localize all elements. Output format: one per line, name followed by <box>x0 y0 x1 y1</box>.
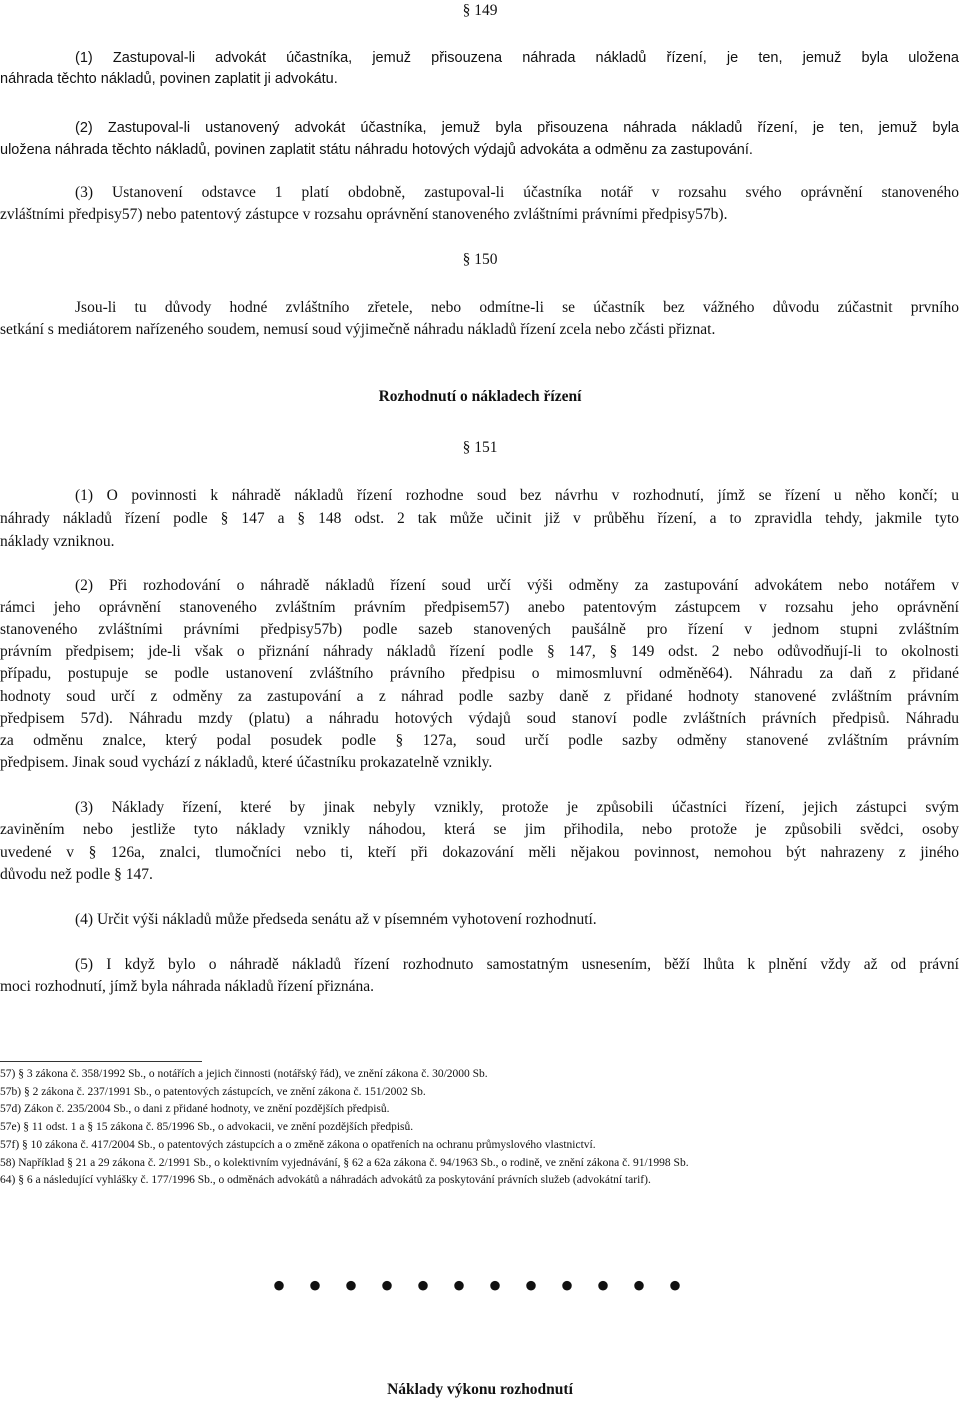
paragraph-151-2-line-7: předpisem 57d). Náhradu mzdy (platu) a náhradu hotových výdajů soud stanoví podle zvláštních právních předpisů. Náhradu <box>0 710 959 727</box>
paragraph-151-1-line-1: (1) O povinnosti k náhradě nákladů řízení rozhodne soud bez návrhu v rozhodnutí, jímž se řízení u něho končí; u <box>75 487 959 504</box>
footnote-57f: 57f) § 10 zákona č. 417/2004 Sb., o patentových zástupcích a o změně zákona o opatřeních na ochranu průmyslového vlastnictví. <box>0 1139 596 1151</box>
separator-dots: • • • • • • • • • • • • <box>271 1263 689 1308</box>
section-150-heading: § 150 <box>462 251 498 268</box>
heading-enforcement-costs: Náklady výkonu rozhodnutí <box>387 1381 573 1398</box>
paragraph-149-2-line-2: uložena náhrada těchto nákladů, povinen zaplatit státu náhradu hotových výdajů advokáta a odměnu za zastupování. <box>0 142 753 158</box>
paragraph-151-2-line-1: (2) Při rozhodování o náhradě nákladů řízení soud určí výši odměny za zastupování advokátem nebo notářem v <box>75 577 959 594</box>
paragraph-151-3-line-3: uvedené v § 126a, znalci, tlumočníci nebo ti, kteří při dokazování měli nějakou povinnost, nemohou být nahrazeny z jiného <box>0 844 959 861</box>
paragraph-149-3-line-2: zvláštními předpisy57) nebo patentový zástupce v rozsahu oprávnění stanoveného zvláštními právními předpisy57b). <box>0 206 728 223</box>
paragraph-149-2-line-1: (2) Zastupoval-li ustanovený advokát účastníka, jemuž byla přisouzena náhrada nákladů řízení, je ten, jemuž byla <box>75 120 959 136</box>
footnote-57d: 57d) Zákon č. 235/2004 Sb., o dani z přidané hodnoty, ve znění pozdějších předpisů. <box>0 1103 390 1115</box>
section-151-heading: § 151 <box>462 439 498 456</box>
footnote-57b: 57b) § 2 zákona č. 237/1991 Sb., o patentových zástupcích, ve znění zákona č. 151/2002 Sb. <box>0 1086 426 1098</box>
footnote-64: 64) § 6 a následující vyhlášky č. 177/1996 Sb., o odměnách advokátů a náhradách advokátů za poskytování právních služeb (advokátní tarif). <box>0 1174 651 1186</box>
paragraph-151-2-line-4: právním předpisem; jde-li však o přiznání náhrady nákladů řízení podle § 147, § 149 odst. 2 nebo odůvodňují-li to okolnosti <box>0 643 959 660</box>
footnote-57e: 57e) § 11 odst. 1 a § 15 zákona č. 85/1996 Sb., o advokacii, ve znění pozdějších předpisů. <box>0 1121 414 1133</box>
footnote-57: 57) § 3 zákona č. 358/1992 Sb., o notářích a jejich činnosti (notářský řád), ve znění zákona č. 30/2000 Sb. <box>0 1068 488 1080</box>
paragraph-150-line-2: setkání s mediátorem nařízeného soudem, nemusí soud výjimečně náhradu nákladů řízení zcela nebo zčásti přiznat. <box>0 321 716 338</box>
paragraph-149-1-line-1: (1) Zastupoval-li advokát účastníka, jemuž přisouzena náhrada nákladů řízení, je ten, jemuž byla uložena <box>75 50 959 66</box>
paragraph-151-3-line-2: zaviněním nebo jestliže tyto náklady vznikly náhodou, která se jim přihodila, nebo protože je způsobili svědci, osoby <box>0 821 959 838</box>
paragraph-149-3-line-1: (3) Ustanovení odstavce 1 platí obdobně, zastupoval-li účastníka notář v rozsahu svého oprávnění stanoveného <box>75 184 959 201</box>
paragraph-151-1-line-3: náklady vzniknou. <box>0 533 115 550</box>
paragraph-151-1-line-2: náhrady nákladů řízení podle § 147 a § 148 odst. 2 tak může učinit již v průběhu řízení, a to zpravidla tehdy, jakmile tyto <box>0 510 959 527</box>
paragraph-151-4: (4) Určit výši nákladů může předseda senátu až v písemném vyhotovení rozhodnutí. <box>75 911 597 928</box>
paragraph-151-3-line-1: (3) Náklady řízení, které by jinak nebyly vznikly, protože je způsobili účastníci řízení, jejich zástupci svým <box>75 799 959 816</box>
paragraph-151-2-line-8: za odměnu znalce, který podal posudek podle § 127a, soud určí podle sazby odměny stanovené zvláštním právním <box>0 732 959 749</box>
paragraph-151-2-line-2: rámci jeho oprávnění stanoveného zvláštním právním předpisem57) anebo patentovým zástupcem v rozsahu jeho oprávnění <box>0 599 959 616</box>
section-149-heading: § 149 <box>462 2 498 19</box>
paragraph-151-3-line-4: důvodu než podle § 147. <box>0 866 153 883</box>
paragraph-151-5-line-1: (5) I když bylo o náhradě nákladů řízení rozhodnuto samostatným usnesením, běží lhůta k plnění vždy až od právní <box>75 956 959 973</box>
paragraph-149-1-line-2: náhrada těchto nákladů, povinen zaplatit ji advokátu. <box>0 71 338 87</box>
subheading-costs-decision: Rozhodnutí o nákladech řízení <box>378 388 582 405</box>
paragraph-151-5-line-2: moci rozhodnutí, jímž byla náhrada nákladů řízení přiznána. <box>0 978 375 995</box>
paragraph-151-2-line-5: případu, postupuje se podle ustanovení zvláštního právního předpisu o mimosmluvní odměně64). Náhradu za daň z přidané <box>0 665 959 682</box>
footnote-separator <box>0 1061 202 1062</box>
paragraph-151-2-line-9: předpisem. Jinak soud vychází z nákladů, které účastníku prokazatelně vznikly. <box>0 754 493 771</box>
footnote-58: 58) Například § 21 a 29 zákona č. 2/1991 Sb., o kolektivním vyjednávání, § 62 a 62a zákona č. 94/1963 Sb., o rodině, ve znění zákona č. 91/1998 Sb. <box>0 1157 689 1169</box>
paragraph-150-line-1: Jsou-li tu důvody hodné zvláštního zřetele, nebo odmítne-li se účastník bez vážného důvodu zúčastnit prvního <box>75 299 959 316</box>
paragraph-151-2-line-3: stanoveného zvláštními právními předpisy57b) podle sazeb stanovených paušálně pro řízení v jednom stupni zvláštním <box>0 621 959 638</box>
paragraph-151-2-line-6: hodnoty soud určí z odměny za zastupování a z náhrad podle sazby daně z přidané hodnoty stanovené zvláštním právním <box>0 688 959 705</box>
